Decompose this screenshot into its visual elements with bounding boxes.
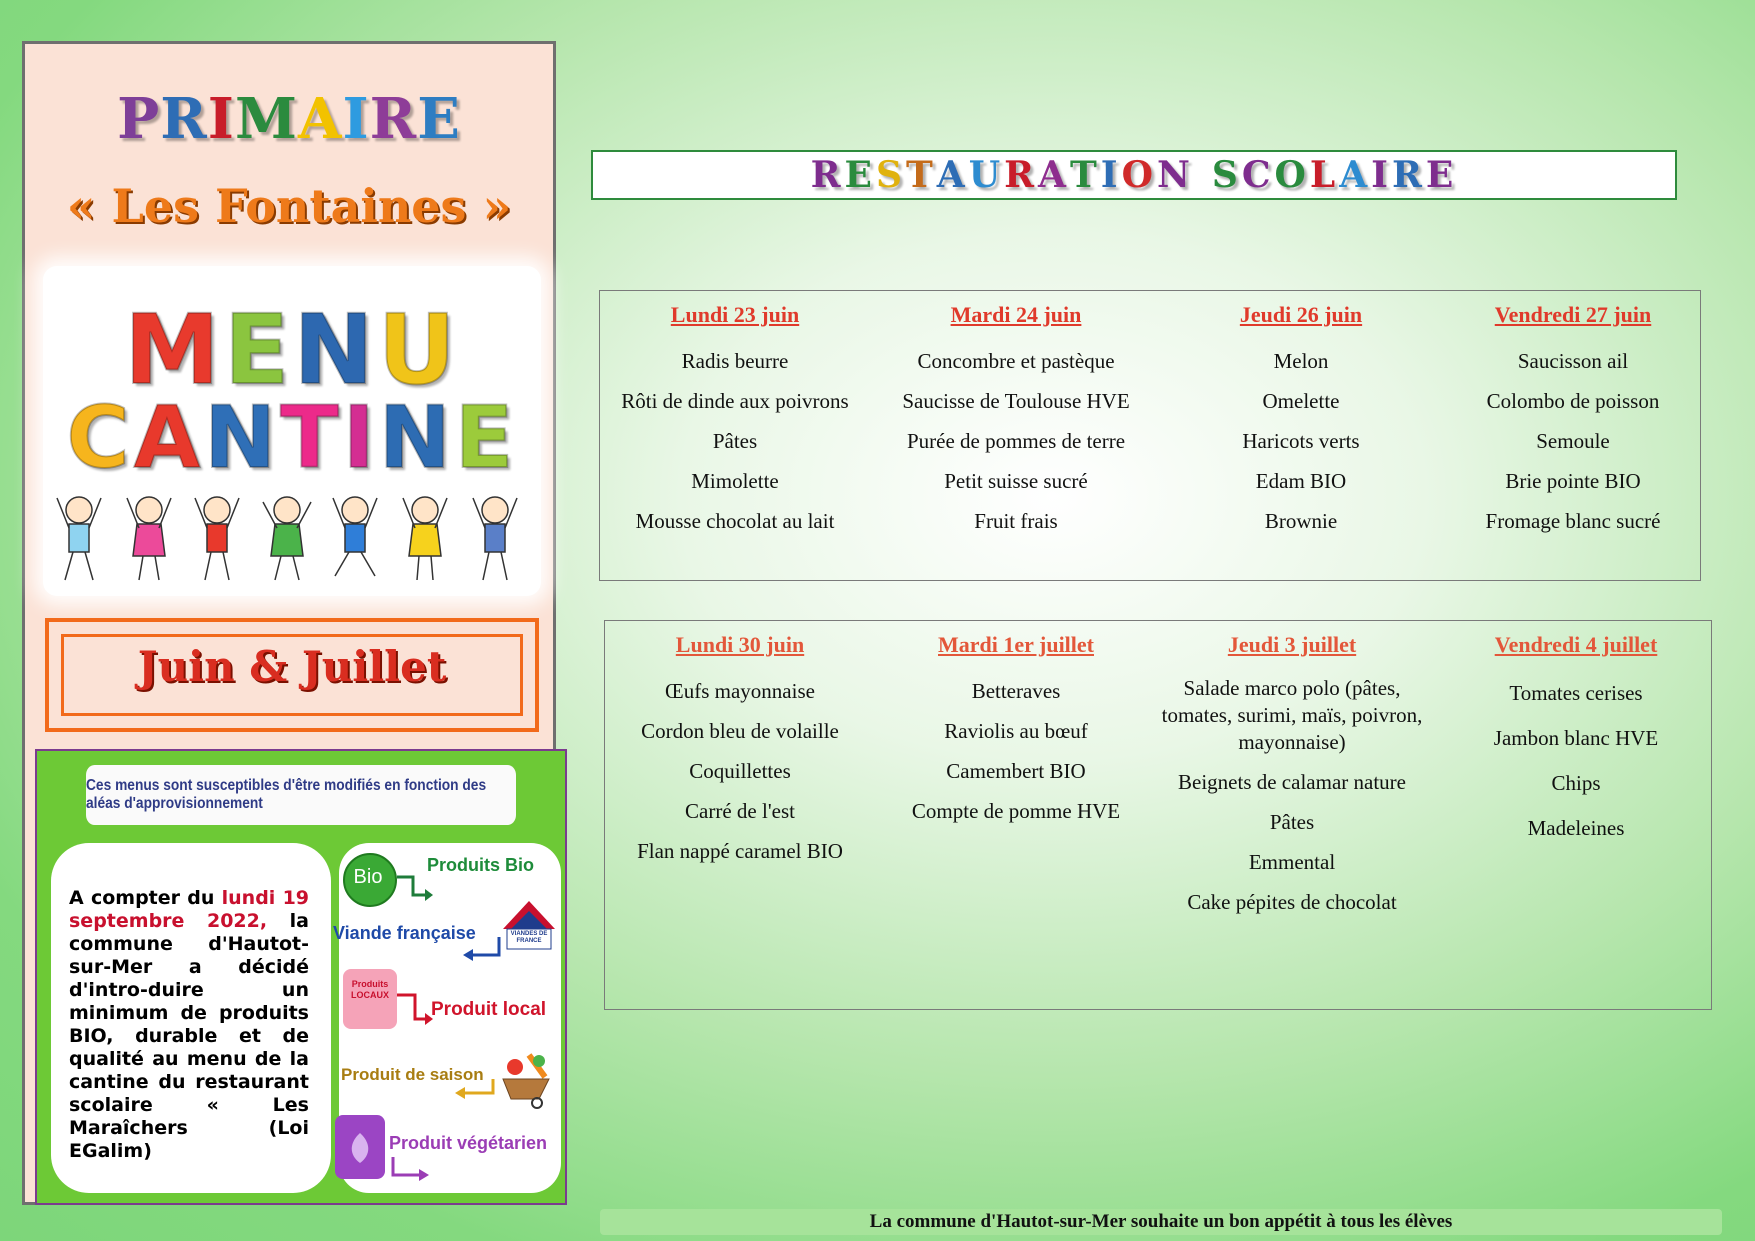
day-title: Vendredi 4 juillet: [1494, 632, 1658, 657]
local-badge-text: Produits LOCAUX: [351, 979, 389, 1000]
dish: Chips: [1551, 771, 1601, 795]
egalim-info-box: [51, 843, 331, 1193]
viandes-badge-text: VIANDES DE FRANCE: [510, 931, 548, 944]
saison-arrow-icon: [449, 1077, 499, 1107]
day-title: Jeudi 26 juin: [1239, 302, 1363, 327]
dish: Radis beurre: [681, 349, 789, 373]
dish: Fromage blanc sucré: [1485, 509, 1661, 533]
school-level-letter: R: [369, 86, 418, 152]
dish: Raviolis au bœuf: [944, 719, 1088, 743]
school-level-letter: P: [117, 86, 161, 152]
day-column: [605, 621, 875, 871]
cantine-letter: N: [204, 388, 281, 488]
dish: Edam BIO: [1255, 469, 1347, 493]
school-level-heading: [25, 86, 553, 152]
cantine-word: [43, 388, 541, 488]
week-1-menu: [599, 290, 1701, 581]
title-letter: E: [844, 154, 876, 196]
dish: Emmental: [1248, 850, 1336, 874]
dish: Compte de pomme HVE: [911, 799, 1121, 823]
bio-arrow-icon: [395, 873, 435, 903]
school-level-letter: A: [297, 86, 343, 152]
dish: Omelette: [1262, 389, 1340, 413]
dish: Fruit frais: [974, 509, 1058, 533]
menu-letter: N: [293, 294, 378, 406]
dish: Madeleines: [1527, 816, 1625, 840]
day-column: [1441, 621, 1711, 851]
egalim-text: A compter du lundi 19 septembre 2022, la commune d'Hautot-sur-Mer a décidé d'intro-duire un minimum de produits BIO, durable et de qualité au menu de la cantine du restaurant scolaire « Les Maraîchers (Loi EGalim): [69, 887, 310, 1162]
dish: Flan nappé caramel BIO: [637, 839, 843, 863]
dish: Melon: [1273, 349, 1329, 373]
title-banner: [591, 150, 1677, 200]
label-produit-local: Produit local: [431, 999, 547, 1020]
label-produit-vegetarien: Produit végétarien: [389, 1133, 548, 1153]
dish: Brie pointe BIO: [1505, 469, 1641, 493]
dish: Brownie: [1264, 509, 1338, 533]
dish: Saucisson ail: [1517, 349, 1629, 373]
dish: Colombo de poisson: [1486, 389, 1660, 413]
school-level-letter: R: [160, 86, 208, 152]
title-letter: A: [1038, 154, 1070, 196]
dish: Tomates cerises: [1509, 681, 1643, 705]
cantine-letter: C: [66, 388, 134, 488]
day-title: Vendredi 27 juin: [1494, 302, 1652, 327]
leaf-shape-icon: [345, 1129, 375, 1165]
dish: Camembert BIO: [946, 759, 1086, 783]
dish: Jambon blanc HVE: [1493, 726, 1659, 750]
title-letter: O: [1274, 154, 1310, 196]
dish: Petit suisse sucré: [944, 469, 1088, 493]
cantine-letter: I: [342, 388, 379, 488]
dish: Rôti de dinde aux poivrons: [621, 389, 849, 413]
day-column: [1157, 621, 1427, 922]
day-column: [1438, 291, 1708, 541]
school-name: « Les Fontaines »: [66, 179, 512, 233]
dish: Carré de l'est: [685, 799, 795, 823]
day-title: Jeudi 3 juillet: [1227, 632, 1357, 657]
dish: Concombre et pastèque: [917, 349, 1115, 373]
notice-banner: Ces menus sont susceptibles d'être modifiés en fonction des aléas d'approvisionnement: [86, 765, 516, 825]
school-level-letter: E: [417, 86, 461, 152]
day-title: Mardi 1er juillet: [938, 632, 1094, 657]
viande-arrow-icon: [459, 935, 503, 965]
menu-letter: E: [223, 294, 294, 406]
label-produit-de-saison: Produit de saison: [341, 1065, 484, 1084]
dish: Pâtes: [712, 429, 758, 453]
product-labels-legend: [333, 843, 561, 1193]
day-column: [600, 291, 870, 541]
week-2-menu: [604, 620, 1712, 1010]
title-letter: R: [1392, 154, 1426, 196]
label-produits-bio: Produits Bio: [427, 855, 534, 875]
left-panel: [22, 41, 556, 1205]
title-letter: A: [936, 154, 969, 196]
label-viande-francaise: Viande française: [333, 923, 476, 943]
menu-letter: U: [377, 294, 460, 406]
menu-letter: M: [124, 294, 224, 406]
cantine-letter: E: [454, 388, 518, 488]
vegetable-basket-icon: [495, 1047, 557, 1109]
dish: Mimolette: [691, 469, 779, 493]
day-title: Lundi 23 juin: [670, 302, 800, 327]
dish: Cordon bleu de volaille: [641, 719, 839, 743]
period-banner: [45, 618, 539, 732]
title-letter: I: [1100, 154, 1122, 196]
dish: Pâtes: [1269, 810, 1315, 834]
dish: Cake pépites de chocolat: [1187, 890, 1397, 914]
dish: Œufs mayonnaise: [665, 679, 815, 703]
title-letter: I: [1371, 154, 1392, 196]
cantine-letter: N: [378, 388, 455, 488]
day-column: [881, 621, 1151, 831]
egalim-date: lundi 19 septembre 2022,: [69, 887, 310, 932]
dish: Salade marco polo (pâtes, tomates, surimi, maïs, poivron, mayonnaise): [1161, 676, 1423, 754]
title-letter: S: [1211, 154, 1242, 196]
title-letter: T: [905, 154, 937, 196]
school-level-letter: I: [207, 86, 235, 152]
dish: Purée de pommes de terre: [906, 429, 1126, 453]
dish: Haricots verts: [1242, 429, 1360, 453]
dish: Saucisse de Toulouse HVE: [902, 389, 1130, 413]
title-letter: R: [1004, 154, 1039, 196]
school-level-letter: M: [234, 86, 298, 152]
school-level-letter: I: [342, 86, 370, 152]
quality-info-panel: [35, 749, 567, 1205]
title-letter: T: [1069, 154, 1101, 196]
day-title: Mardi 24 juin: [950, 302, 1082, 327]
dish: Semoule: [1536, 429, 1610, 453]
page-title: [811, 154, 1458, 196]
dish: Betteraves: [971, 679, 1061, 703]
title-letter: E: [1425, 154, 1458, 196]
footer-message: La commune d'Hautot-sur-Mer souhaite un bon appétit à tous les élèves: [600, 1209, 1722, 1235]
day-title: Lundi 30 juin: [675, 632, 805, 657]
dish: Beignets de calamar nature: [1178, 770, 1406, 794]
title-letter: N: [1156, 154, 1194, 196]
title-letter: U: [968, 154, 1005, 196]
cantine-letter: T: [280, 388, 343, 488]
title-letter: R: [810, 154, 845, 196]
period-text: Juin & Juillet: [137, 642, 447, 691]
cantine-letter: A: [133, 388, 205, 488]
vegetarien-arrow-icon: [391, 1155, 435, 1187]
children-illustration: [49, 488, 535, 588]
dish: Coquillettes: [689, 759, 791, 783]
bio-badge-text: Bio: [353, 866, 383, 888]
title-letter: L: [1309, 154, 1340, 196]
title-letter: S: [875, 154, 906, 196]
title-letter: C: [1241, 154, 1275, 196]
day-column: [1166, 291, 1436, 541]
day-column: [876, 291, 1156, 541]
title-letter: A: [1339, 154, 1372, 196]
local-arrow-icon: [395, 989, 435, 1029]
dish: Mousse chocolat au lait: [635, 509, 835, 533]
title-letter: O: [1121, 154, 1157, 196]
menu-cantine-illustration: [43, 266, 541, 596]
